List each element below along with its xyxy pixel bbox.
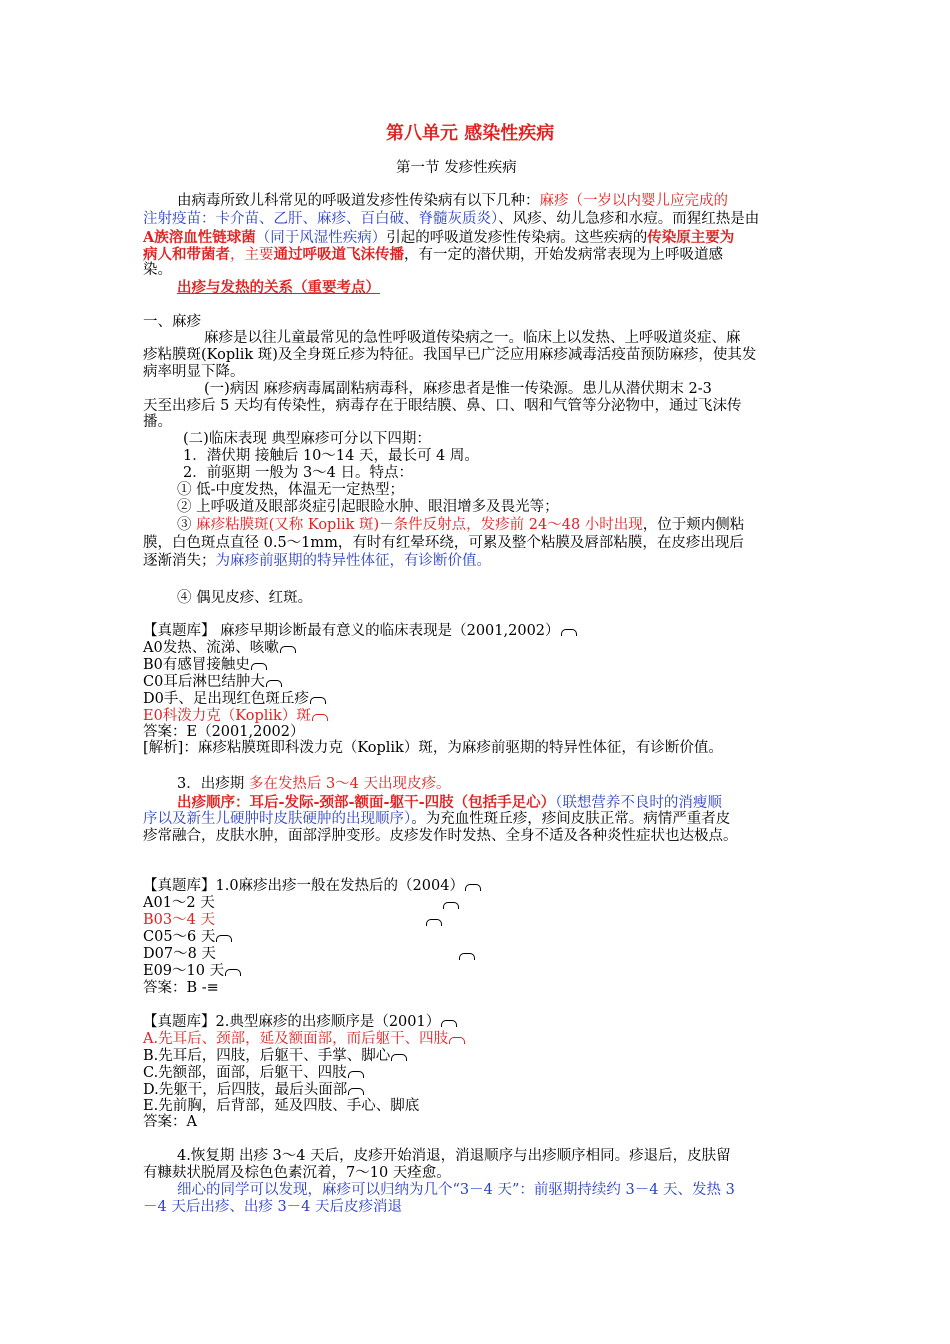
question-2-answer: 答案：B -≡ <box>143 980 219 996</box>
question-2-stem: 【真题库】1.0麻疹出疹一般在发热后的（2004） <box>143 878 481 895</box>
eruption-desc: 疹常融合，皮肤水肿，面部浮肿变形。皮疹发作时发热、全身不适及各种炎性症状也达极点。 <box>143 828 738 844</box>
edit-mark-icon <box>443 902 459 909</box>
prodrome-feature-3-end: 逐渐消失；为麻疹前驱期的特异性体征，有诊断价值。 <box>143 553 491 569</box>
question-2-option-a: A01～2 天 <box>143 895 215 911</box>
edit-mark-icon <box>426 919 442 926</box>
intro-line-1: 由病毒所致儿科常见的呼吸道发疹性传染病有以下几种：麻疹（一岁以内婴儿应完成的 <box>177 193 728 209</box>
edit-mark-icon <box>459 953 475 960</box>
edit-mark-icon <box>266 680 282 687</box>
edit-mark-icon <box>348 1071 364 1078</box>
edit-mark-icon <box>280 646 296 653</box>
eruption-order-cont: 序以及新生儿硬肿时皮肤硬肿的出现顺序）。为充血性斑丘疹，疹间皮肤正常。病情严重者皮 <box>143 811 731 827</box>
measles-desc-3: 病率明显下降。 <box>143 364 245 380</box>
summary-note-cont: －4 天后出疹、出疹 3－4 天后皮疹消退 <box>143 1199 403 1215</box>
question-2-option-c: C05～6 天 <box>143 929 232 946</box>
key-point-heading: 出疹与发热的关系（重要考点） <box>177 279 380 296</box>
question-2-option-d: D07～8 天 <box>143 946 216 962</box>
prodrome-feature-4: ④ 偶见皮疹、红斑。 <box>177 590 313 606</box>
question-3-option-b: B.先耳后，四肢，后躯干、手掌、脚心 <box>143 1048 407 1065</box>
recovery-period-cont: 有糠麸状脱屑及棕色色素沉着，7～10 天痊愈。 <box>143 1165 451 1181</box>
edit-mark-icon <box>312 714 328 721</box>
cause-line-3: 播。 <box>143 414 172 430</box>
question-1-answer: 答案：E（2001,2002） <box>143 724 305 740</box>
question-3-option-e: E.先前胸，后背部，延及四肢、手心、脚底 <box>143 1098 420 1114</box>
section-title: 第一节 发疹性疾病 <box>396 160 517 176</box>
question-1-option-b: B0有感冒接触史 <box>143 657 267 674</box>
prodrome-feature-2: ② 上呼吸道及眼部炎症引起眼睑水肿、眼泪增多及畏光等； <box>177 499 559 515</box>
edit-mark-icon <box>310 697 326 704</box>
edit-mark-icon <box>465 884 481 891</box>
question-3-option-d: D.先躯干，后四肢，最后头面部 <box>143 1082 364 1099</box>
edit-mark-icon <box>216 935 232 942</box>
question-1-option-e: E0科泼力克（Koplik）斑 <box>143 708 328 725</box>
edit-mark-icon <box>251 663 267 670</box>
measles-heading: 一、麻疹 <box>143 314 201 330</box>
question-1-stem: 【真题库】 麻疹早期诊断最有意义的临床表现是（2001,2002） <box>143 623 577 640</box>
question-3-option-c: C.先额部，面部，后躯干、四肢 <box>143 1065 364 1082</box>
question-3-option-a: A.先耳后、颈部，延及额面部，而后躯干、四肢 <box>143 1031 465 1048</box>
summary-note: 细心的同学可以发现，麻疹可以归纳为几个“3－4 天”：前驱期持续约 3－4 天、发热 3 <box>177 1182 735 1198</box>
incubation-period: 1．潜伏期 接触后 10～14 天，最长可 4 周。 <box>183 448 479 464</box>
edit-mark-icon <box>449 1037 465 1044</box>
edit-mark-icon <box>225 969 241 976</box>
edit-mark-icon <box>391 1054 407 1061</box>
clinical-heading: (二)临床表现 典型麻疹可分以下四期： <box>183 431 431 447</box>
question-1-option-a: A0发热、流涕、咳嗽 <box>143 640 296 657</box>
edit-mark-icon <box>348 1088 364 1095</box>
intro-line-4: 病人和带菌者，主要通过呼吸道飞沫传播，有一定的潜伏期，开始发病常表现为上呼吸道感 <box>143 246 723 263</box>
intro-line-2: 注射疫苗：卡介苗、乙肝、麻疹、百白破、脊髓灰质炎）、风疹、幼儿急疹和水痘。而猩红热是由 <box>143 211 760 227</box>
edit-mark-icon <box>561 629 577 636</box>
question-3-stem: 【真题库】2.典型麻疹的出疹顺序是（2001） <box>143 1014 457 1031</box>
measles-desc-2: 疹粘膜斑(Koplik 斑)及全身斑丘疹为特征。我国早已广泛应用麻疹减毒活疫苗预防麻疹，使其发 <box>143 347 757 363</box>
cause-line-2: 天至出疹后 5 天均有传染性，病毒存在于眼结膜、鼻、口、咽和气管等分泌物中，通过飞沫传 <box>143 398 742 414</box>
prodromal-period: 2．前驱期 一般为 3～4 日。特点： <box>183 465 414 481</box>
recovery-period: 4.恢复期 出疹 3～4 天后，皮疹开始消退，消退顺序与出疹顺序相同。疹退后，皮肤留 <box>177 1148 731 1164</box>
cause-line-1: (一)病因 麻疹病毒属副粘病毒科，麻疹患者是惟一传染源。患儿从潜伏期末 2-3 <box>204 381 712 397</box>
question-2-option-b: B03～4 天 <box>143 912 215 928</box>
intro-line-3: A族溶血性链球菌（同于风湿性疾病）引起的呼吸道发疹性传染病。这些疾病的传染原主要为 <box>143 229 735 246</box>
eruption-period: 3．出疹期 多在发热后 3～4 天出现皮疹。 <box>177 776 451 792</box>
question-1-option-d: D0手、足出现红色斑丘疹 <box>143 691 326 708</box>
prodrome-feature-3-cont: 膜，白色斑点直径 0.5～1mm，有时有红晕环绕，可累及整个粘膜及唇部粘膜，在皮疹出现后 <box>143 535 744 551</box>
question-3-answer: 答案：A <box>143 1114 197 1130</box>
prodrome-feature-3: ③ 麻疹粘膜斑(又称 Koplik 斑)－条件反射点，发疹前 24～48 小时出现，位于颊内侧粘 <box>177 517 745 533</box>
prodrome-feature-1: ① 低-中度发热，体温无一定热型； <box>177 482 405 498</box>
question-2-option-e: E09～10 天 <box>143 963 241 980</box>
measles-desc-1: 麻疹是以往儿童最常见的急性呼吸道传染病之一。临床上以发热、上呼吸道炎症、麻 <box>204 330 741 346</box>
edit-mark-icon <box>441 1020 457 1027</box>
question-1-option-c: C0耳后淋巴结肿大 <box>143 674 282 691</box>
question-1-analysis: [解析]：麻疹粘膜斑即科泼力克（Koplik）斑，为麻疹前驱期的特异性体征，有诊断价值。 <box>143 740 723 756</box>
intro-line-5: 染。 <box>143 262 172 278</box>
page-title: 第八单元 感染性疾病 <box>386 123 555 144</box>
eruption-order: 出疹顺序：耳后-发际-颈部-额面-躯干-四肢（包括手足心）（联想营养不良时的消瘦顺 <box>177 794 722 811</box>
